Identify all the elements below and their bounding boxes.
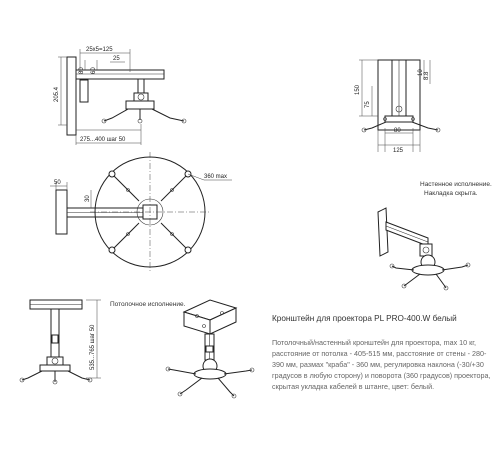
dim-crab-diameter: 360 max [204, 174, 228, 180]
dim-width-80: 80 [79, 67, 85, 74]
dim-side-75: 75 [365, 101, 371, 108]
ceiling-mount-side-view [20, 300, 101, 384]
note-ceiling-install: Потолочное исполнение. [110, 301, 186, 308]
dim-base-125: 125 [393, 148, 404, 154]
dim-top-width: 25x5=125 [86, 47, 113, 53]
dim-width-60: 60 [91, 67, 97, 74]
dim-height-205: 205.4 [54, 86, 60, 102]
wall-mount-side-view [54, 47, 186, 145]
dim-top-50: 50 [54, 180, 61, 186]
dim-base-80: 80 [394, 128, 401, 134]
product-specs: Потолочный/настенный кронштейн для проектора, max 10 кг, расстояние от потолка - 405-515 мм, расстояние от стены - 280-390 мм, размах "краба" - 360 мм, регулировка наклона (-30/+30 градусов в любую сторону) и поворота (360 градусов) проектора, скрытая укладка кабелей в штанге, цвет: белый. [272, 338, 491, 391]
dim-side-8-8: 8.8 [424, 71, 430, 80]
dim-span-range: 275...400 шаг 50 [80, 137, 126, 143]
dim-side-150: 150 [355, 84, 361, 95]
ceiling-install-perspective [110, 300, 254, 398]
dim-ceiling-range: 535...765 шаг 50 [90, 324, 96, 370]
product-description [272, 314, 496, 392]
dim-width-25: 25 [113, 56, 120, 62]
dim-top-30: 30 [85, 195, 91, 202]
wall-install-perspective [378, 181, 492, 290]
wall-mount-top-view [50, 152, 232, 272]
wall-mount-front-view [355, 60, 440, 154]
note-hidden-wiring: Накладка скрыта. [424, 190, 478, 197]
dim-side-10: 10 [418, 69, 424, 76]
product-title: Кронштейн для проектора PL PRO-400.W белый [272, 314, 457, 323]
note-wall-install: Настенное исполнение. [420, 181, 492, 188]
